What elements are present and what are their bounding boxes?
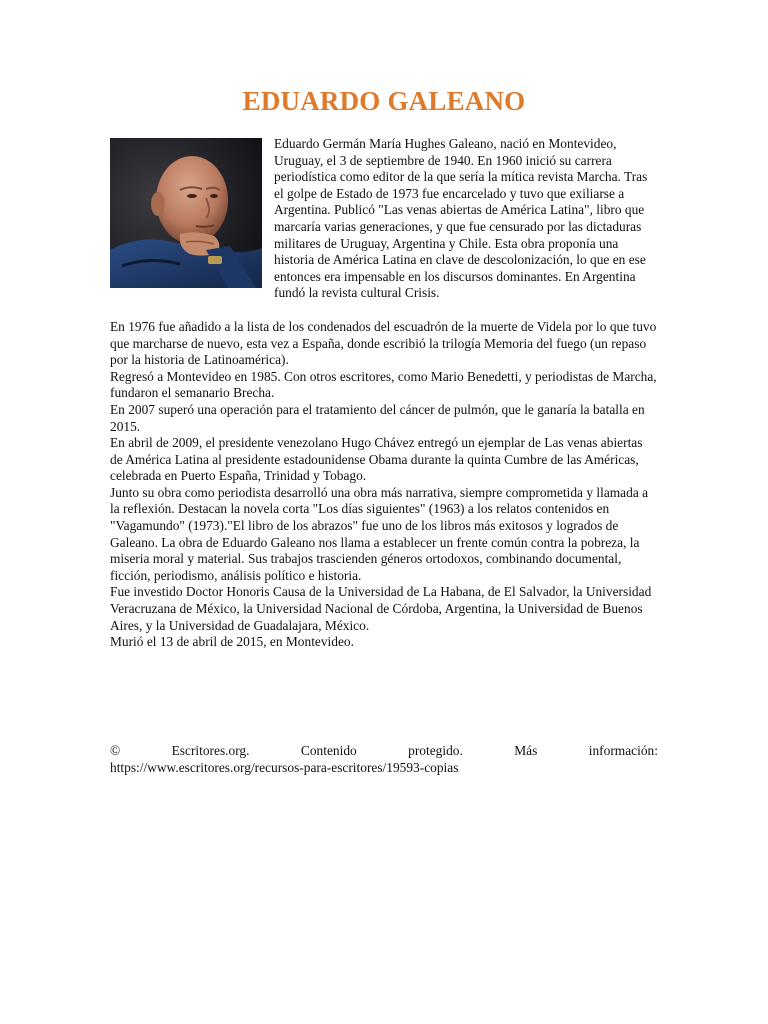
footer-word-info: información: xyxy=(588,743,658,758)
portrait-photo xyxy=(110,138,262,288)
paragraph-return: Regresó a Montevideo en 1985. Con otros escritores, como Mario Benedetti, y periodistas de Marcha, fundaron el semanario Brecha. xyxy=(110,368,657,401)
portrait-photo-icon xyxy=(110,138,262,288)
paragraph-work: Junto su obra como periodista desarrolló una obra más narrativa, siempre comprometida y llamada a la reflexión. Destacan la novela corta "Los días siguientes" (1963) a los relatos contenidos en "Vagamundo" (1973)."El libro de los abrazos" fue uno de los libros más exitosos y logrados de Galeano. La obra de Eduardo Galeano nos llama a establecer un frente común contra la pobreza, la miseria moral y material. Sus trabajos trascienden géneros ortodoxos, combinando documental, ficción, periodismo, análisis político e historia. xyxy=(110,484,649,583)
paragraph-exile: En 1976 fue añadido a la lista de los condenados del escuadrón de la muerte de Videla por lo que tuvo que marcharse de nuevo, esta vez a España, donde escribió la trilogía Memoria del fuego (un repaso por la historia de Latinoamérica). xyxy=(110,318,657,368)
page-title: EDUARDO GALEANO xyxy=(242,86,526,116)
paragraph-honors: Fue investido Doctor Honoris Causa de la Universidad de La Habana, de El Salvador, la Universidad Veracruzana de México, la Universidad Nacional de Córdoba, Argentina, la Universidad de Buenos Aires, y la Universidad de Guadalajara, México. xyxy=(110,584,652,633)
biography-body xyxy=(110,136,658,651)
paragraph-illness: En 2007 superó una operación para el tratamiento del cáncer de pulmón, que le ganaría la batalla en 2015. xyxy=(110,401,645,434)
footer-word-site: Escritores.org. xyxy=(171,743,250,758)
copyright-footer xyxy=(110,742,658,776)
copyright-line xyxy=(110,742,658,759)
paragraph-intro: Eduardo Germán María Hughes Galeano, nació en Montevideo, Uruguay, el 3 de septiembre de 1940. En 1960 inició su carrera periodística como editor de la que sería la mítica revista Marcha. Tras el golpe de Estado de 1973 fue encarcelado y tuvo que exiliarse a Argentina. Publicó "Las venas abiertas de América Latina", libro que marcaría varias generaciones, y que fue censurado por las dictaduras militares de Uruguay, Argentina y Chile. Esta obra proponía una historia de América Latina en clave de descolonización, lo que en ese entonces era impensable en los discursos dominantes. En Argentina fundó la revista cultural Crisis. xyxy=(274,136,648,301)
paragraph-chavez: En abril de 2009, el presidente venezolano Hugo Chávez entregó un ejemplar de Las venas abiertas de América Latina al presidente estadounidense Obama durante la quinta Cumbre de las Américas, celebrada en Puerto España, Trinidad y Tobago. xyxy=(110,435,643,484)
footer-word-content: Contenido xyxy=(300,743,357,758)
paragraph-death: Murió el 13 de abril de 2015, en Montevideo. xyxy=(110,634,354,650)
footer-word-protected: protegido. xyxy=(408,743,463,758)
copyright-symbol: © xyxy=(110,743,121,758)
footer-url-link[interactable]: https://www.escritores.org/recursos-para-escritores/19593-copias xyxy=(110,760,459,775)
footer-word-more: Más xyxy=(514,743,538,758)
